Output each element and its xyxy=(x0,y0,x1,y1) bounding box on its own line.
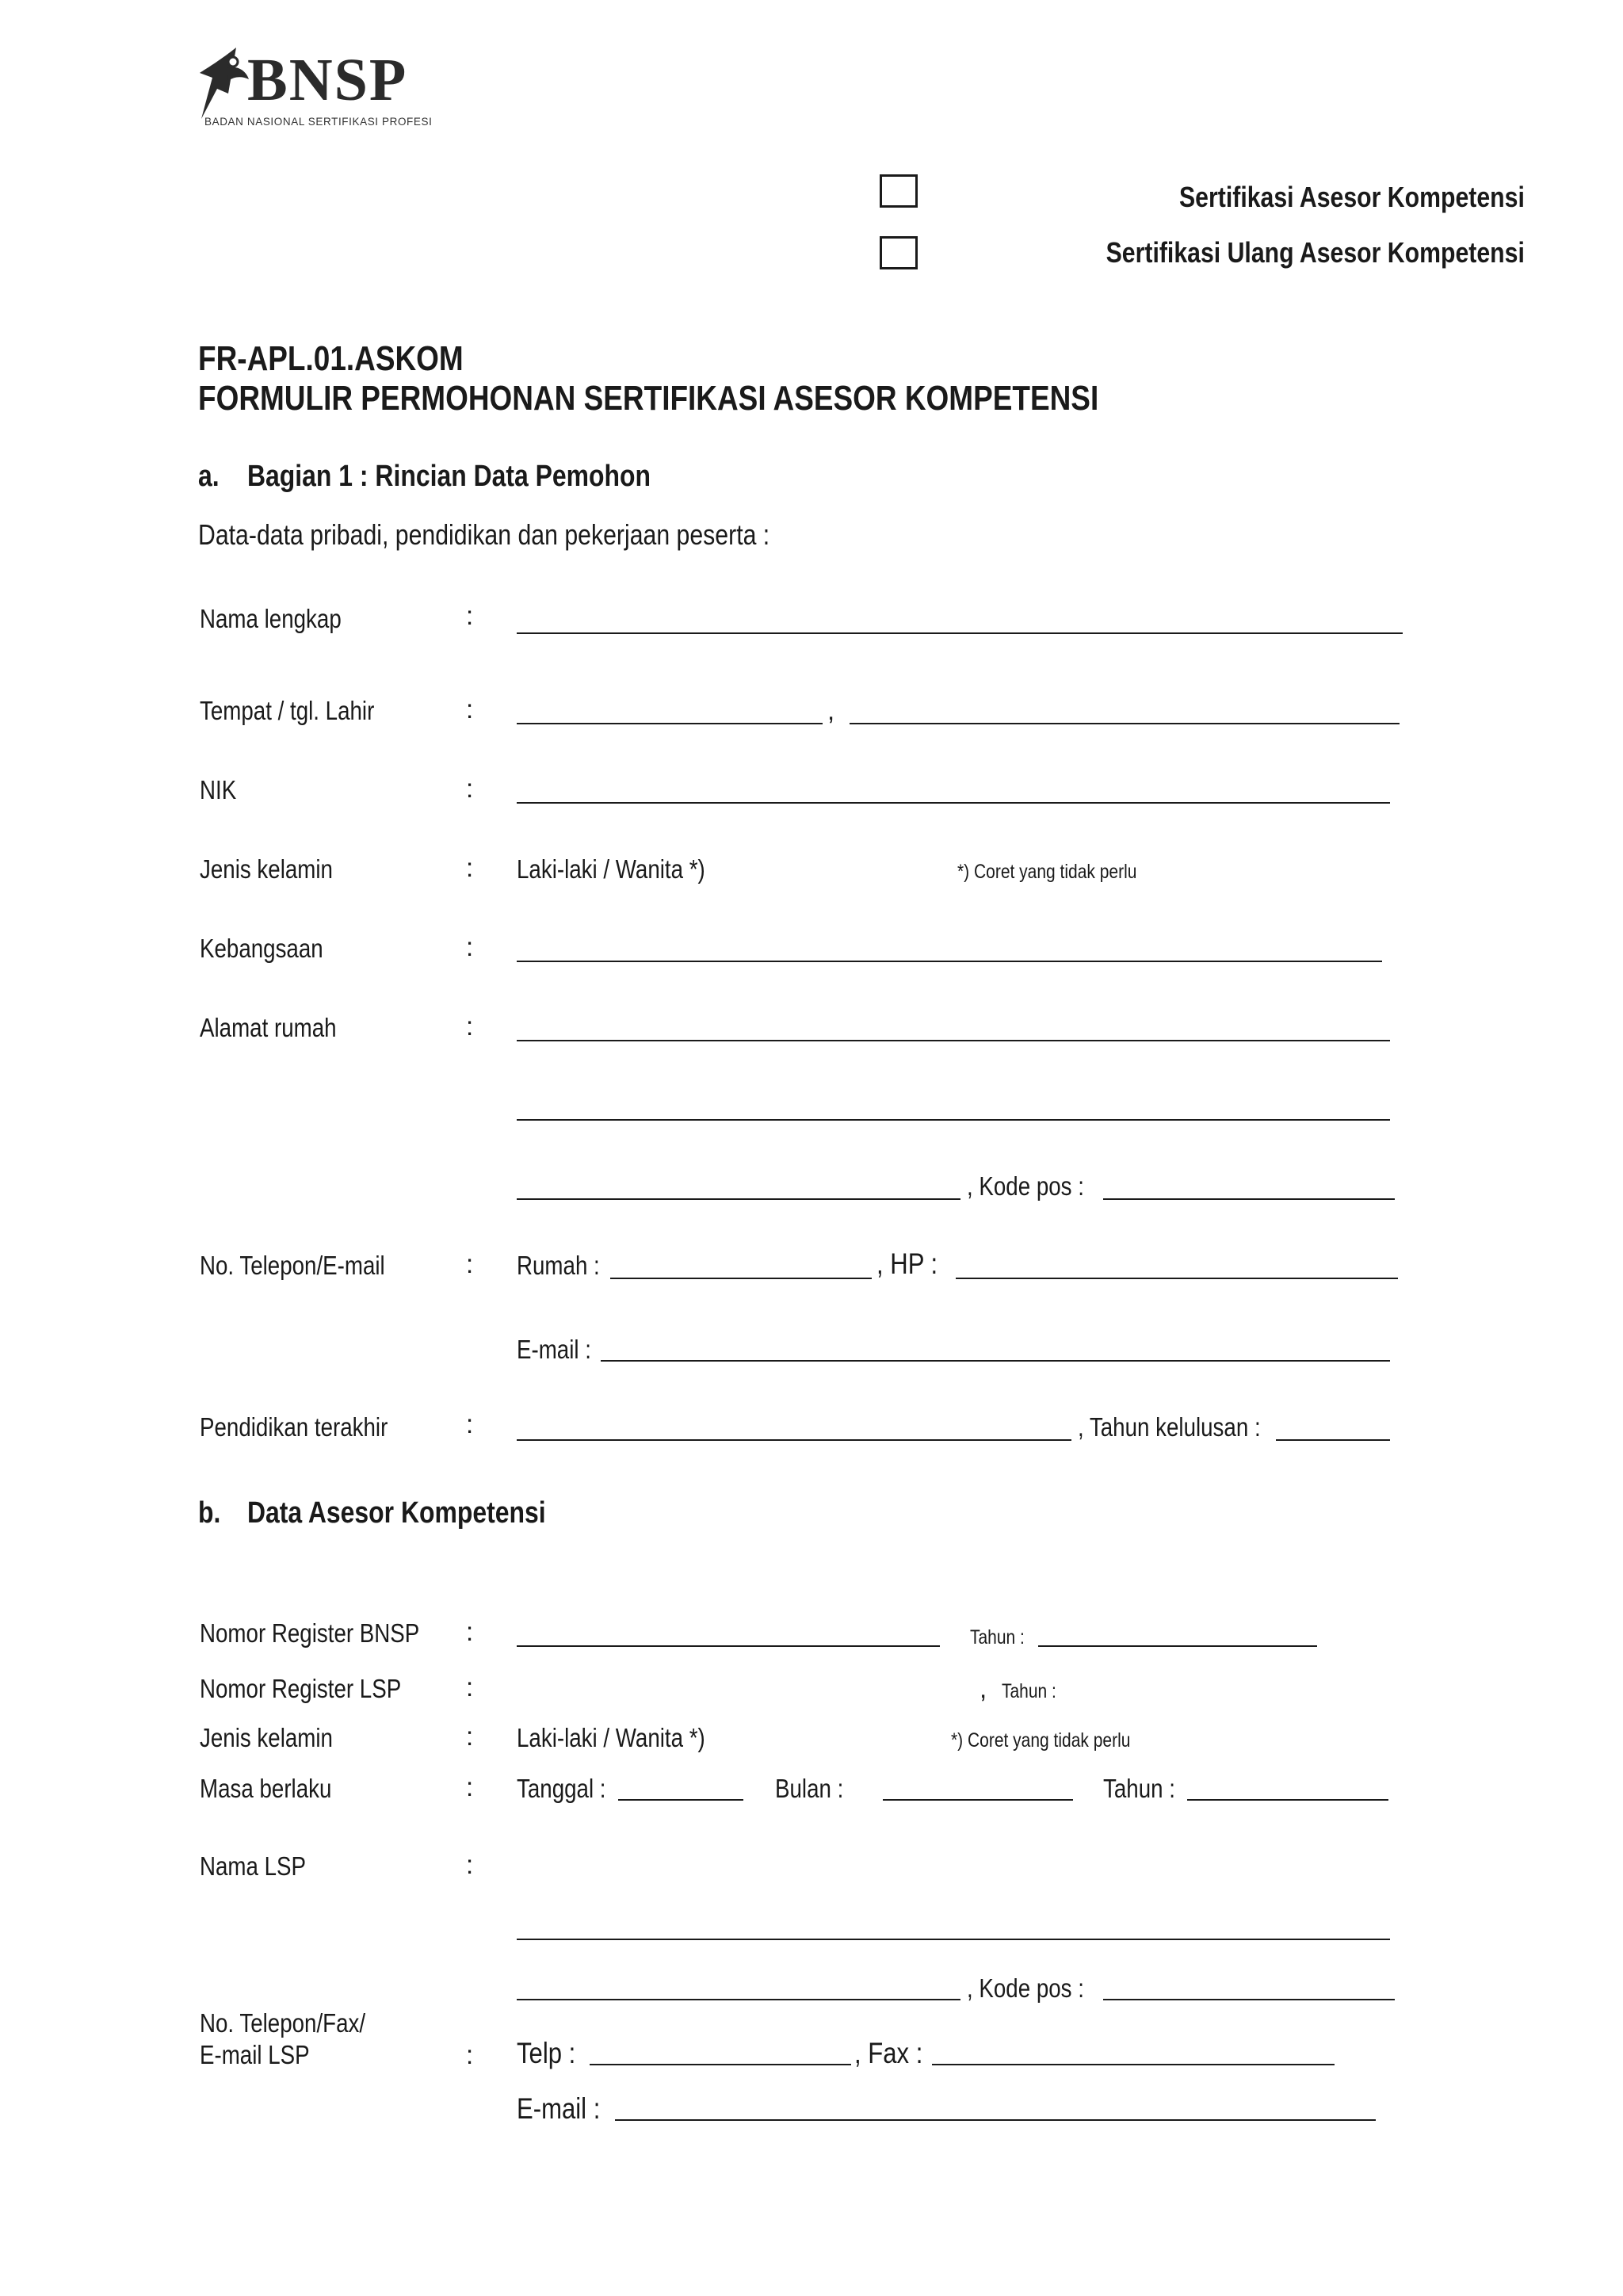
jenis-kelamin-note-b: *) Coret yang tidak perlu xyxy=(951,1729,1131,1752)
label-telepon-fax-lsp-line2: E-mail LSP xyxy=(200,2040,310,2069)
input-nik[interactable] xyxy=(517,802,1390,804)
label-tahun-masa: Tahun : xyxy=(1103,1774,1175,1803)
input-alamat-line-1[interactable] xyxy=(517,1040,1390,1041)
input-email-lsp[interactable] xyxy=(615,2119,1376,2121)
label-tempat-tgl-lahir: Tempat / tgl. Lahir xyxy=(200,696,375,725)
label-kode-pos-lsp: , Kode pos : xyxy=(967,1973,1084,2003)
input-tahun-masa[interactable] xyxy=(1187,1799,1388,1801)
label-nomor-register-lsp: Nomor Register LSP xyxy=(200,1674,402,1703)
label-telepon-email: No. Telepon/E-mail xyxy=(200,1251,385,1280)
input-pendidikan[interactable] xyxy=(517,1439,1071,1441)
input-alamat-lsp[interactable] xyxy=(517,1999,960,2000)
label-kode-pos: , Kode pos : xyxy=(967,1171,1084,1201)
label-kebangsaan: Kebangsaan xyxy=(200,934,323,963)
option-label-sertifikasi: Sertifikasi Asesor Kompetensi xyxy=(1179,181,1525,213)
comma: , xyxy=(827,696,835,725)
section-b-heading: Data Asesor Kompetensi xyxy=(247,1496,546,1530)
colon: : xyxy=(466,2040,474,2069)
input-nama-lengkap[interactable] xyxy=(517,632,1403,634)
colon: : xyxy=(466,932,474,961)
input-tahun-kelulusan[interactable] xyxy=(1276,1439,1390,1441)
label-email: E-mail : xyxy=(517,1335,591,1364)
input-telp-lsp[interactable] xyxy=(590,2064,851,2065)
colon: : xyxy=(466,1249,474,1278)
comma: , xyxy=(980,1674,987,1703)
label-pendidikan-terakhir: Pendidikan terakhir xyxy=(200,1412,388,1442)
label-rumah: Rumah : xyxy=(517,1251,600,1280)
option-label-sertifikasi-ulang: Sertifikasi Ulang Asesor Kompetensi xyxy=(1106,236,1525,269)
label-nomor-register-bnsp: Nomor Register BNSP xyxy=(200,1618,420,1648)
label-jenis-kelamin-b: Jenis kelamin xyxy=(200,1723,333,1752)
label-hp: , HP : xyxy=(876,1247,938,1280)
input-kode-pos[interactable] xyxy=(1103,1198,1395,1200)
input-tgl-lahir[interactable] xyxy=(850,723,1400,724)
label-nama-lsp: Nama LSP xyxy=(200,1851,307,1881)
logo-text: BNSP xyxy=(247,47,408,113)
input-fax-lsp[interactable] xyxy=(932,2064,1335,2065)
label-tahun-kelulusan: , Tahun kelulusan : xyxy=(1078,1412,1261,1442)
colon: : xyxy=(466,1721,474,1751)
jenis-kelamin-note: *) Coret yang tidak perlu xyxy=(957,861,1137,883)
input-hp[interactable] xyxy=(956,1278,1398,1279)
label-jenis-kelamin: Jenis kelamin xyxy=(200,854,333,884)
label-telp-lsp: Telp : xyxy=(517,2037,576,2069)
checkbox-sertifikasi[interactable] xyxy=(880,174,918,208)
section-b-letter: b. xyxy=(198,1496,221,1530)
input-nama-lsp[interactable] xyxy=(517,1939,1390,1940)
jenis-kelamin-options[interactable]: Laki-laki / Wanita *) xyxy=(517,854,705,884)
input-kebangsaan[interactable] xyxy=(517,961,1382,962)
colon: : xyxy=(466,694,474,724)
label-tahun-bnsp: Tahun : xyxy=(970,1626,1025,1648)
label-fax-lsp: , Fax : xyxy=(854,2037,923,2069)
input-telepon-rumah[interactable] xyxy=(610,1278,872,1279)
input-alamat-kota[interactable] xyxy=(517,1198,960,1200)
input-nomor-register-bnsp[interactable] xyxy=(517,1645,940,1647)
logo-subtitle: BADAN NASIONAL SERTIFIKASI PROFESI xyxy=(204,116,433,128)
input-tanggal[interactable] xyxy=(618,1799,743,1801)
section-a-letter: a. xyxy=(198,460,220,493)
input-kode-pos-lsp[interactable] xyxy=(1103,1999,1395,2000)
label-email-lsp: E-mail : xyxy=(517,2092,601,2125)
colon: : xyxy=(466,853,474,882)
label-alamat-rumah: Alamat rumah xyxy=(200,1013,337,1042)
input-email[interactable] xyxy=(601,1360,1390,1362)
input-bulan[interactable] xyxy=(883,1799,1073,1801)
form-code: FR-APL.01.ASKOM xyxy=(198,339,464,378)
label-bulan: Bulan : xyxy=(775,1774,844,1803)
colon: : xyxy=(466,1672,474,1702)
label-tanggal: Tanggal : xyxy=(517,1774,606,1803)
input-alamat-line-2[interactable] xyxy=(517,1119,1390,1121)
label-masa-berlaku: Masa berlaku xyxy=(200,1774,332,1803)
label-tahun-lsp: Tahun : xyxy=(1002,1680,1056,1702)
form-title: FORMULIR PERMOHONAN SERTIFIKASI ASESOR KOMPETENSI xyxy=(198,379,1099,418)
colon: : xyxy=(466,774,474,803)
colon: : xyxy=(466,1409,474,1438)
jenis-kelamin-options-b[interactable]: Laki-laki / Wanita *) xyxy=(517,1723,705,1752)
label-nama-lengkap: Nama lengkap xyxy=(200,604,342,633)
colon: : xyxy=(466,1011,474,1041)
label-telepon-fax-lsp-line1: No. Telepon/Fax/ xyxy=(200,2008,366,2038)
checkbox-sertifikasi-ulang[interactable] xyxy=(880,236,918,269)
colon: : xyxy=(466,1617,474,1646)
input-tempat-lahir[interactable] xyxy=(517,723,823,724)
section-a-intro: Data-data pribadi, pendidikan dan pekerjaan peserta : xyxy=(198,518,770,551)
colon: : xyxy=(466,1850,474,1879)
colon: : xyxy=(466,601,474,630)
input-tahun-bnsp[interactable] xyxy=(1038,1645,1317,1647)
section-a-heading: Bagian 1 : Rincian Data Pemohon xyxy=(247,460,651,493)
bnsp-emblem-icon xyxy=(197,46,254,120)
colon: : xyxy=(466,1772,474,1801)
label-nik: NIK xyxy=(200,775,237,804)
